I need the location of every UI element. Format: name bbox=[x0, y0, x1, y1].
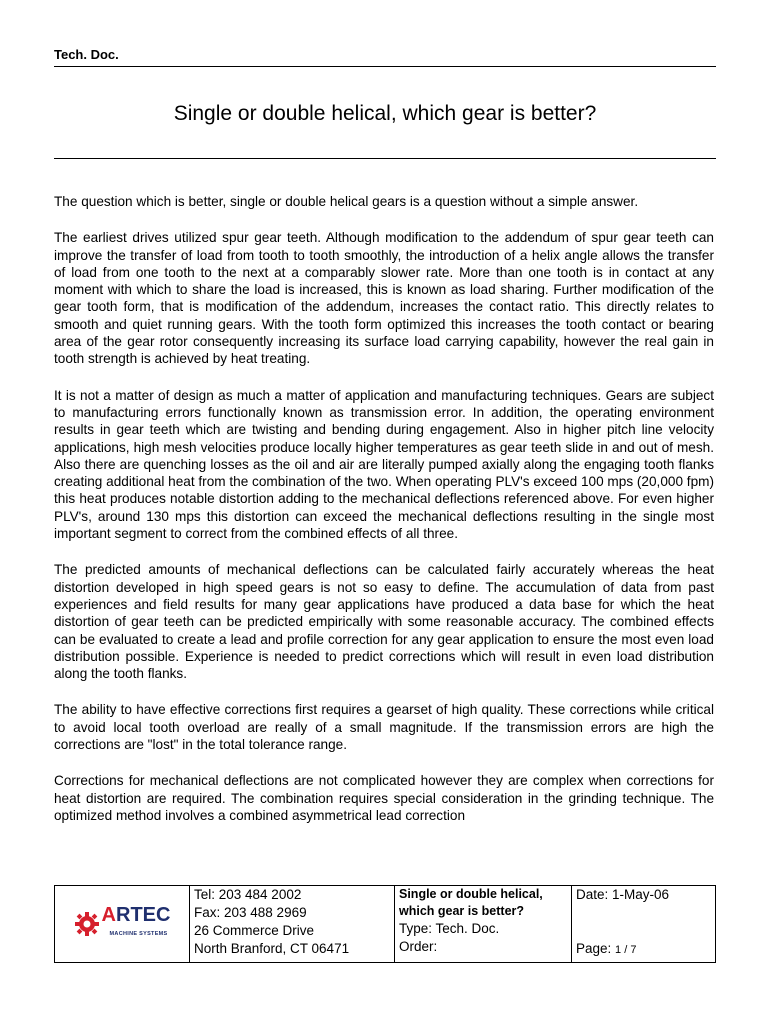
document-body bbox=[54, 193, 714, 843]
doc-type-label: Tech. Doc. bbox=[54, 47, 119, 62]
paragraph: The earliest drives utilized spur gear teeth. Although modification to the addendum of spur gear teeth can improve the transfer of load from tooth to tooth smoothly, the introduction of a helix angle allows the transfer of load from one tooth to the next at a comparably slower rate. More than one tooth is in contact at any moment with which to share the load is increased, this is known as load sharing. Further modification of the gear tooth form, that is modification of the addendum, increases the contact ratio. This directly relates to smooth and quiet running gears. With the tooth form optimized this increases the tooth contact or bearing area of the gear rotor consequently increasing its surface load carrying capability, however the real gain in tooth strength is achieved by heat treating. bbox=[54, 230, 714, 367]
city-address: North Branford, CT 06471 bbox=[194, 941, 350, 956]
footer-table bbox=[54, 885, 716, 963]
logo-tagline: MACHINE SYSTEMS bbox=[109, 931, 168, 937]
gear-logo-icon bbox=[74, 911, 100, 937]
paragraph: The predicted amounts of mechanical deflections can be calculated fairly accurately whereas the heat distortion developed in high speed gears is not so easy to define. The accumulation of data from past experiences and field results for many gear applications have produced a data base for which the heat distortion of gear teeth can be predicted empirically with some reasonable accuracy. The combined effects can be evaluated to create a lead and profile correction for any gear application to ensure the most even load distribution possible. Experience is needed to predict corrections which will result in even load distribution along the tooth flanks. bbox=[54, 562, 714, 682]
meta-cell bbox=[572, 886, 716, 963]
page-title: Single or double helical, which gear is better? bbox=[173, 102, 597, 125]
phone-number: Tel: 203 484 2002 bbox=[194, 887, 302, 902]
footer-page: Page: 1 / 7 bbox=[576, 941, 637, 956]
footer-order: Order: bbox=[399, 939, 438, 954]
artec-logo bbox=[74, 905, 171, 943]
logo-wordmark: ARTEC bbox=[101, 904, 171, 926]
title-rule bbox=[54, 158, 716, 159]
paragraph: The ability to have effective corrections first requires a gearset of high quality. These corrections while critical to avoid local tooth overload are really of a small magnitude. If the transmission errors are high the corrections are "lost" in the total tolerance range. bbox=[54, 702, 714, 753]
contact-cell bbox=[190, 886, 395, 963]
paragraph: It is not a matter of design as much a matter of application and manufacturing techniques. Gears are subject to manufacturing errors functionally known as transmission error. In addition, the operating environment results in gear teeth which are twisting and bending during engagement. Also in higher pitch line velocity applications, high mesh velocities produce locally higher temperatures as gear teeth slide in and out of mesh. Also there are quenching losses as the oil and air are literally pumped axially along the engaging tooth flanks creating additional heat from the combination of the two. When operating PLV's exceed 100 mps (20,000 fpm) this heat produces notable distortion adding to the mechanical deflections referenced above. For even higher PLV's, around 130 mps this distortion can exceed the mechanical deflections resulting in the single most important segment to correct from the combined effects of all three. bbox=[54, 387, 714, 542]
doc-info-cell bbox=[395, 886, 572, 963]
footer-date: Date: 1-May-06 bbox=[576, 887, 670, 902]
fax-number: Fax: 203 488 2969 bbox=[194, 905, 307, 920]
page-number: 1 / 7 bbox=[615, 944, 637, 956]
header-rule bbox=[54, 66, 716, 67]
logo-cell bbox=[55, 886, 190, 963]
paragraph: The question which is better, single or double helical gears is a question without a simple answer. bbox=[54, 194, 639, 209]
street-address: 26 Commerce Drive bbox=[194, 923, 315, 938]
footer-doc-title: Single or double helical, which gear is better? bbox=[399, 887, 543, 918]
paragraph: Corrections for mechanical deflections are not complicated however they are complex when corrections for heat distortion are required. The combination requires special consideration in the grinding technique. The optimized method involves a combined asymmetrical lead correction bbox=[54, 773, 714, 823]
footer-doc-type: Type: Tech. Doc. bbox=[399, 921, 500, 936]
